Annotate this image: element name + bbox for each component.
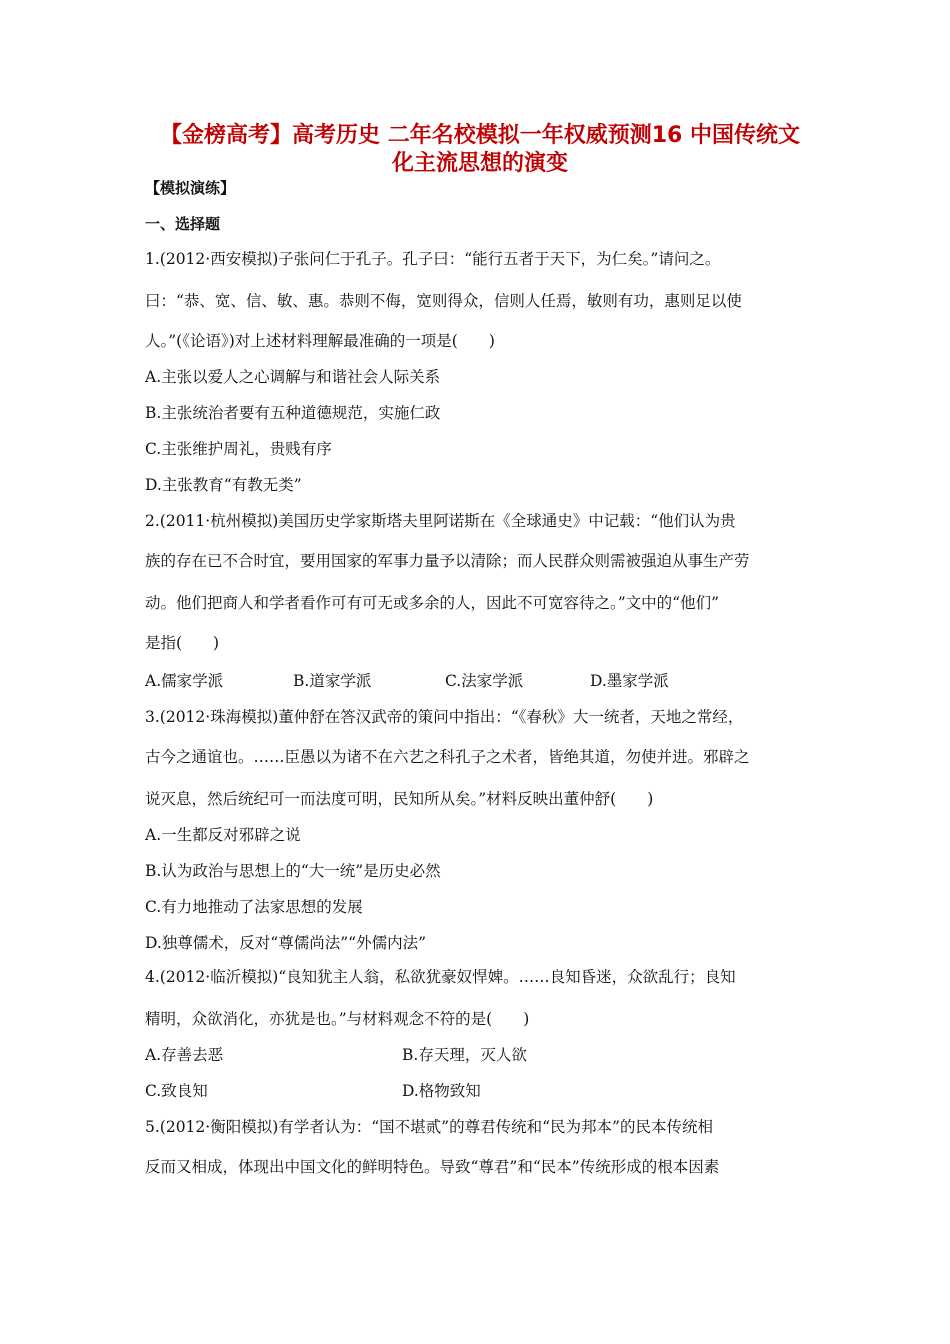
question-3-stem-line-1: 3.(2012·珠海模拟)董仲舒在答汉武帝的策问中指出：“《春秋》大一统者，天地之常经， <box>145 708 744 726</box>
question-2-stem-line-4: 是指( ) <box>145 634 220 652</box>
question-3-option-b: B.认为政治与思想上的“大一统”是历史必然 <box>145 862 441 880</box>
question-3-stem-line-3: 说灭息，然后统纪可一而法度可明，民知所从矣。”材料反映出董仲舒( ) <box>145 790 654 808</box>
document-title-line-2: 化主流思想的演变 <box>391 151 568 176</box>
question-1-stem-line-3: 人。”(《论语》)对上述材料理解最准确的一项是( ) <box>145 332 495 350</box>
question-1-stem-line-1: 1.(2012·西安模拟)子张问仁于孔子。孔子曰：“能行五者于天下，为仁矣。”请问之。 <box>145 250 721 268</box>
section-heading-multiple-choice: 一、选择题 <box>145 215 221 233</box>
question-3-option-c: C.有力地推动了法家思想的发展 <box>145 898 363 916</box>
section-heading-practice: 【模拟演练】 <box>145 179 236 197</box>
question-2-stem-line-3: 动。他们把商人和学者看作可有可无或多余的人，因此不可宽容待之。”文中的“他们” <box>145 594 720 612</box>
question-4-option-b: B.存天理，灭人欲 <box>402 1046 527 1064</box>
question-4-option-c: C.致良知 <box>145 1082 208 1100</box>
question-1-stem-line-2: 曰：“恭、宽、信、敏、惠。恭则不侮，宽则得众，信则人任焉，敏则有功，惠则足以使 <box>145 292 742 310</box>
question-2-stem-line-2: 族的存在已不合时宜，要用国家的军事力量予以清除；而人民群众则需被强迫从事生产劳 <box>145 552 750 570</box>
question-1-option-a: A.主张以爱人之心调解与和谐社会人际关系 <box>145 368 441 386</box>
question-4-stem-line-2: 精明，众欲消化，亦犹是也。”与材料观念不符的是( ) <box>145 1010 530 1028</box>
question-2-option-a: A.儒家学派 <box>145 672 224 690</box>
question-2-option-d: D.墨家学派 <box>590 672 669 690</box>
question-2-option-c: C.法家学派 <box>445 672 524 690</box>
question-1-option-d: D.主张教育“有教无类” <box>145 476 302 494</box>
document-title-line-1: 【金榜高考】高考历史 二年名校模拟一年权威预测16 中国传统文 <box>160 123 800 148</box>
question-2-stem-line-1: 2.(2011·杭州模拟)美国历史学家斯塔夫里阿诺斯在《全球通史》中记载：“他们认为贵 <box>145 512 736 530</box>
question-1-option-c: C.主张维护周礼，贵贱有序 <box>145 440 332 458</box>
question-3-option-a: A.一生都反对邪辟之说 <box>145 826 301 844</box>
question-3-stem-line-2: 古今之通谊也。……臣愚以为诸不在六艺之科孔子之术者，皆绝其道，勿使并进。邪辟之 <box>145 748 750 766</box>
question-4-option-a: A.存善去恶 <box>145 1046 224 1064</box>
question-3-option-d: D.独尊儒术，反对“尊儒尚法”“外儒内法” <box>145 934 426 952</box>
question-1-option-b: B.主张统治者要有五种道德规范，实施仁政 <box>145 404 441 422</box>
question-2-option-b: B.道家学派 <box>293 672 372 690</box>
question-5-stem-line-1: 5.(2012·衡阳模拟)有学者认为：“国不堪贰”的尊君传统和“民为邦本”的民本传统相 <box>145 1118 713 1136</box>
question-5-stem-line-2: 反而又相成，体现出中国文化的鲜明特色。导致“尊君”和“民本”传统形成的根本因素 <box>145 1158 720 1176</box>
question-4-stem-line-1: 4.(2012·临沂模拟)“良知犹主人翁，私欲犹豪奴悍婢。……良知昏迷，众欲乱行；良知 <box>145 968 736 986</box>
question-4-option-d: D.格物致知 <box>402 1082 481 1100</box>
